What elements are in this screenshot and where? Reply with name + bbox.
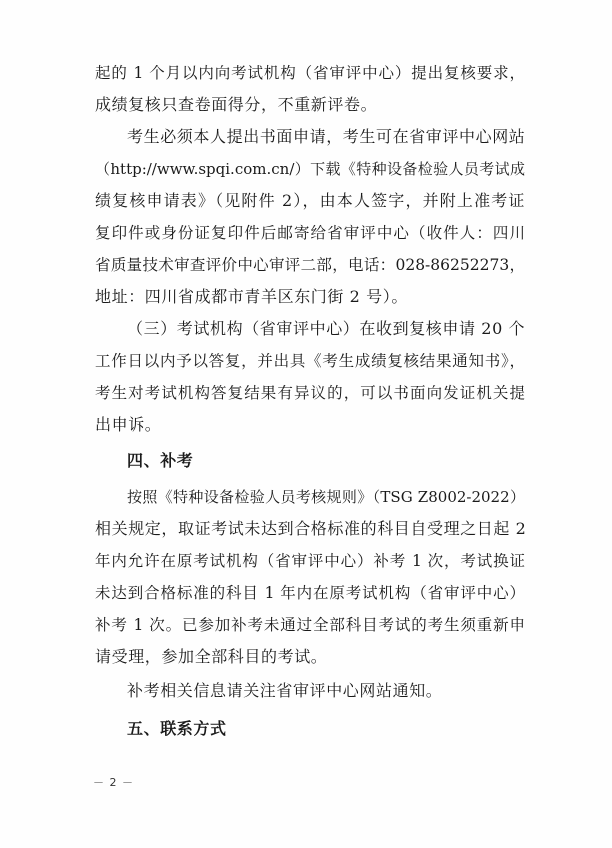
paragraph-line: 相关规定，取证考试未达到合格标准的科目自受理之日起 2 [95, 519, 527, 538]
section-heading: 四、补考 [127, 451, 194, 470]
paragraph-line: 年内允许在原考试机构（省审评中心）补考 1 次，考试换证 [95, 552, 525, 570]
paragraph-line: 绩复核申请表》（见附件 2），由本人签字，并附上准考证 [95, 191, 525, 210]
paragraph-line: 请受理，参加全部科目的考试。 [95, 647, 328, 666]
paragraph-line: 复印件或身份证复印件后邮寄给省审评中心（收件人：四川 [95, 224, 525, 242]
section-heading: 五、联系方式 [127, 719, 227, 738]
page-number: － 2 － [93, 776, 134, 789]
paragraph-line: （三）考试机构（省审评中心）在收到复核申请 20 个 [127, 319, 526, 338]
paragraph-line: 按照《特种设备检验人员考核规则》（TSG Z8002-2022） [127, 488, 525, 506]
paragraph-line: 考生必须本人提出书面申请，考生可在省审评中心网站 [127, 127, 526, 146]
paragraph-line: （http://www.spqi.com.cn/）下载《特种设备检验人员考试成 [95, 160, 525, 178]
paragraph-line: 补考相关信息请关注省审评中心网站通知。 [127, 681, 443, 700]
paragraph-line: 成绩复核只查卷面得分，不重新评卷。 [95, 95, 378, 114]
paragraph-line: 省质量技术审查评价中心审评二部，电话：028-86252273， [95, 256, 525, 274]
paragraph-line: 地址：四川省成都市青羊区东门街 2 号）。 [95, 287, 408, 306]
paragraph-line: 出申诉。 [95, 415, 162, 434]
paragraph-line: 考生对考试机构答复结果有异议的，可以书面向发证机关提 [95, 384, 525, 402]
paragraph-line: 补考 1 次。已参加补考未通过全部科目考试的考生须重新申 [95, 616, 525, 634]
paragraph-line: 起的 1 个月以内向考试机构（省审评中心）提出复核要求， [95, 64, 525, 82]
paragraph-line: 工作日以内予以答复，并出具《考生成绩复核结果通知书》， [95, 352, 525, 370]
paragraph-line: 未达到合格标准的科目 1 年内在原考试机构（省审评中心） [95, 584, 525, 602]
